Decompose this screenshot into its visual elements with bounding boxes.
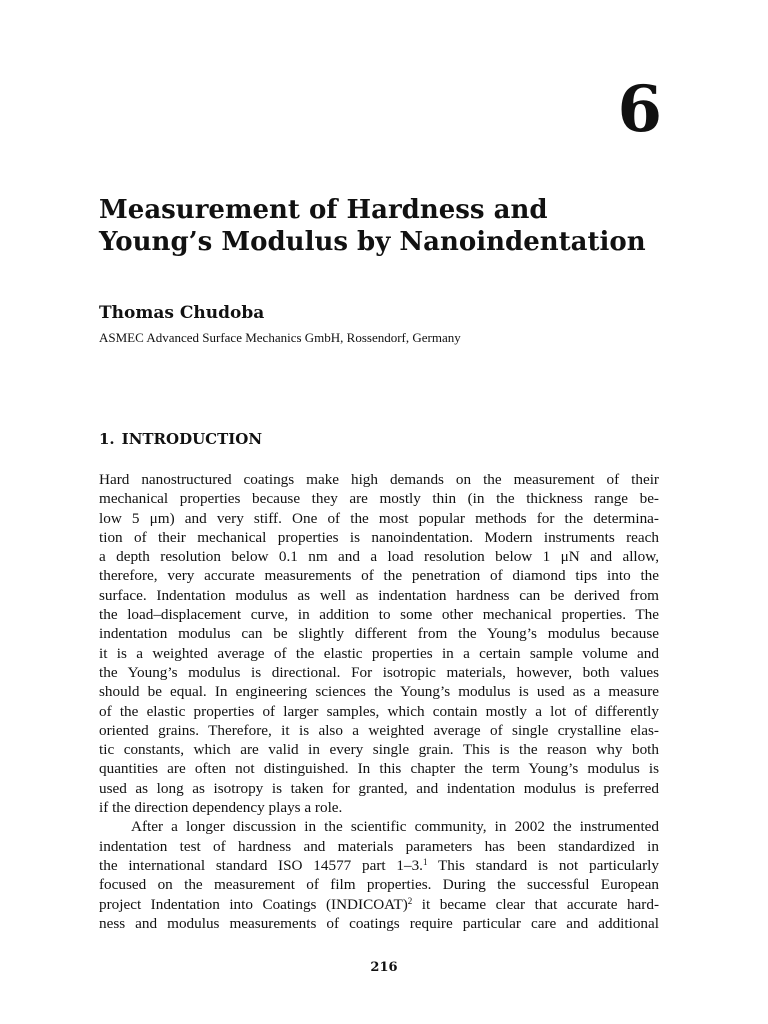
line-text: the international standard ISO 14577 part 1–3. <box>99 856 423 874</box>
text-line: tion of their mechanical properties is nanoindentation. Modern instruments reach <box>99 528 659 546</box>
text-line: ness and modulus measurements of coatings require particular care and additional <box>99 914 659 932</box>
text-line: low 5 μm) and very stiff. One of the most popular methods for the determina- <box>99 509 659 527</box>
text-line: a depth resolution below 0.1 nm and a load resolution below 1 μN and allow, <box>99 548 659 566</box>
text-line: used as long as isotropy is taken for granted, and indentation modulus is preferred <box>99 779 659 797</box>
line-text: it became clear that accurate hard- <box>412 895 659 913</box>
text-line: indentation test of hardness and materials parameters has been standardized in <box>99 837 659 855</box>
chapter-number: 6 <box>617 72 662 147</box>
text-line: mechanical properties because they are mostly thin (in the thickness range be- <box>99 490 659 508</box>
author-name: Thomas Chudoba <box>99 303 265 323</box>
text-line: quantities are often not distinguished. In this chapter the term Young’s modulus is <box>99 760 659 778</box>
line-text: project Indentation into Coatings (INDICOAT) <box>99 895 408 913</box>
text-line: the Young’s modulus is directional. For isotropic materials, however, both values <box>99 663 659 681</box>
text-line: oriented grains. Therefore, it is also a weighted average of single crystalline elas- <box>99 721 659 739</box>
text-line <box>99 856 659 875</box>
page-number: 216 <box>370 960 398 975</box>
chapter-title <box>99 194 699 258</box>
text-line: focused on the measurement of film properties. During the successful European <box>99 876 659 894</box>
section-title: INTRODUCTION <box>121 430 263 448</box>
text-line: it is a weighted average of the elastic properties in a certain sample volume and <box>99 644 659 662</box>
chapter-title-line: Young’s Modulus by Nanoindentation <box>99 227 646 257</box>
text-line: of the elastic properties of larger samples, which contain mostly a lot of differently <box>99 702 659 720</box>
footnote-ref-1[interactable]: 1 <box>422 856 428 867</box>
chapter-title-line: Measurement of Hardness and <box>99 195 548 225</box>
body-text <box>99 470 659 933</box>
text-line: After a longer discussion in the scientific community, in 2002 the instrumented <box>131 818 659 836</box>
line-text: This standard is not particularly <box>427 856 659 874</box>
text-line: indentation modulus can be slightly different from the Young’s modulus because <box>99 625 659 643</box>
text-line: surface. Indentation modulus as well as indentation hardness can be derived from <box>99 586 659 604</box>
text-line: therefore, very accurate measurements of the penetration of diamond tips into the <box>99 567 659 585</box>
author-affiliation: ASMEC Advanced Surface Mechanics GmbH, Rossendorf, Germany <box>99 330 461 345</box>
footnote-ref-2[interactable]: 2 <box>407 895 413 906</box>
text-line <box>99 895 659 914</box>
text-line: tic constants, which are valid in every single grain. This is the reason why both <box>99 741 659 759</box>
text-line: should be equal. In engineering sciences the Young’s modulus is used as a measure <box>99 683 659 701</box>
text-line: Hard nanostructured coatings make high demands on the measurement of their <box>99 471 659 488</box>
section-number: 1. <box>99 430 115 448</box>
text-line: if the direction dependency plays a role. <box>99 799 343 817</box>
section-heading <box>99 430 262 448</box>
text-line: the load–displacement curve, in addition to some other mechanical properties. The <box>99 606 659 624</box>
